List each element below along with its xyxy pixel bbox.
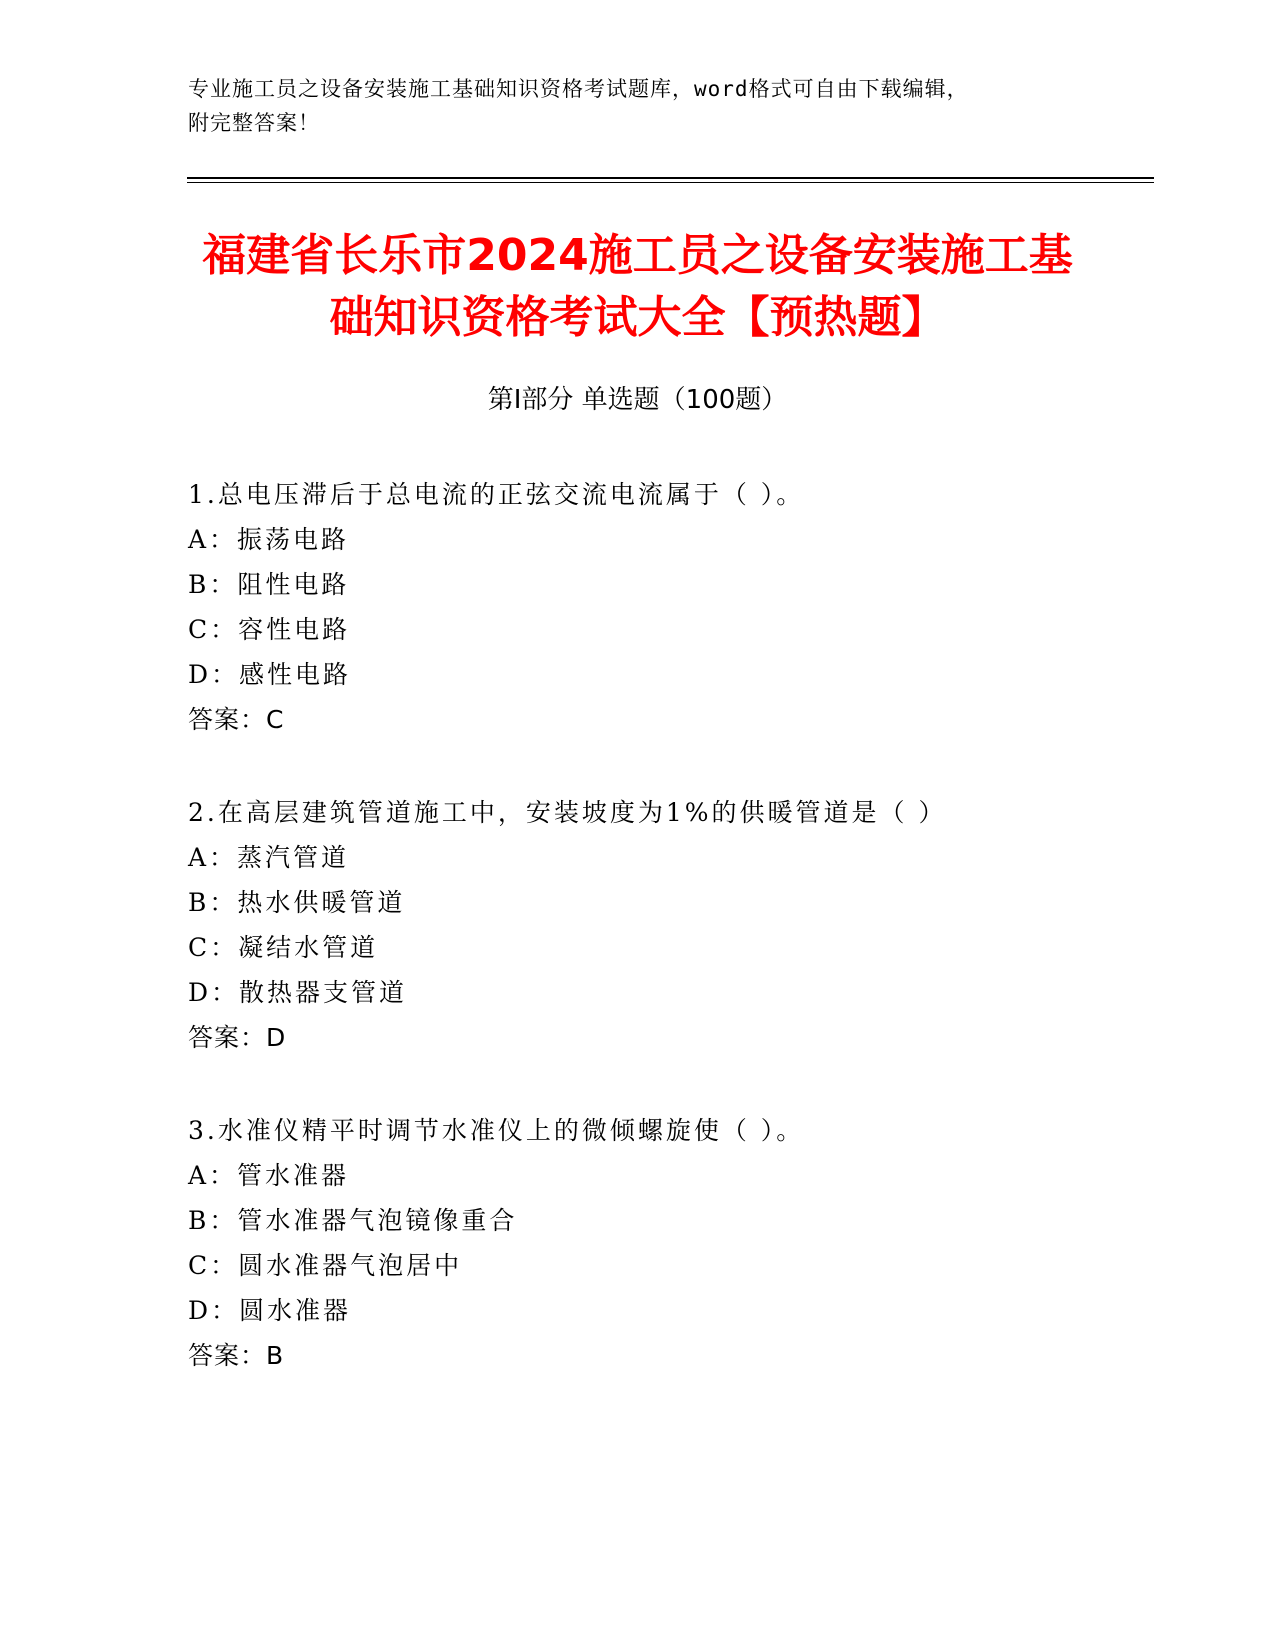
question-item	[188, 1108, 1138, 1426]
header-note-line-1: 专业施工员之设备安装施工基础知识资格考试题库，word格式可自由下载编辑，	[188, 77, 969, 101]
section-heading: 第Ⅰ部分 单选题（100题）	[487, 385, 788, 415]
option-a: A：振荡电路	[188, 525, 350, 554]
question-item	[188, 472, 1138, 790]
question-stem: 2.在高层建筑管道施工中，安装坡度为1%的供暖管道是（ ）	[188, 798, 947, 827]
header-divider-thick	[187, 177, 1154, 179]
option-a: A：蒸汽管道	[188, 843, 350, 872]
answer-key: 答案：D	[188, 1023, 287, 1052]
option-c: C：凝结水管道	[188, 933, 379, 962]
option-b: B：阻性电路	[188, 570, 350, 599]
option-d: D：圆水准器	[188, 1296, 352, 1325]
option-a: A：管水准器	[188, 1161, 350, 1190]
header-note-line-2: 附完整答案！	[188, 111, 320, 135]
option-c: C：圆水准器气泡居中	[188, 1251, 463, 1280]
answer-key: 答案：C	[188, 705, 285, 734]
option-b: B：热水供暖管道	[188, 888, 406, 917]
question-stem: 1.总电压滞后于总电流的正弦交流电流属于（ ）。	[188, 480, 805, 509]
option-d: D：散热器支管道	[188, 978, 408, 1007]
answer-key: 答案：B	[188, 1341, 285, 1370]
question-list	[188, 472, 1138, 1426]
option-c: C：容性电路	[188, 615, 351, 644]
document-title-line-2: 础知识资格考试大全【预热题】	[329, 292, 946, 343]
document-title-line-1: 福建省长乐市2024施工员之设备安装施工基	[202, 230, 1073, 281]
document-title	[160, 225, 1115, 349]
option-b: B：管水准器气泡镜像重合	[188, 1206, 518, 1235]
question-stem: 3.水准仪精平时调节水准仪上的微倾螺旋使（ ）。	[188, 1116, 805, 1145]
header-note	[188, 72, 1088, 140]
question-item	[188, 790, 1138, 1108]
header-divider-thin	[187, 182, 1154, 183]
option-d: D：感性电路	[188, 660, 352, 689]
